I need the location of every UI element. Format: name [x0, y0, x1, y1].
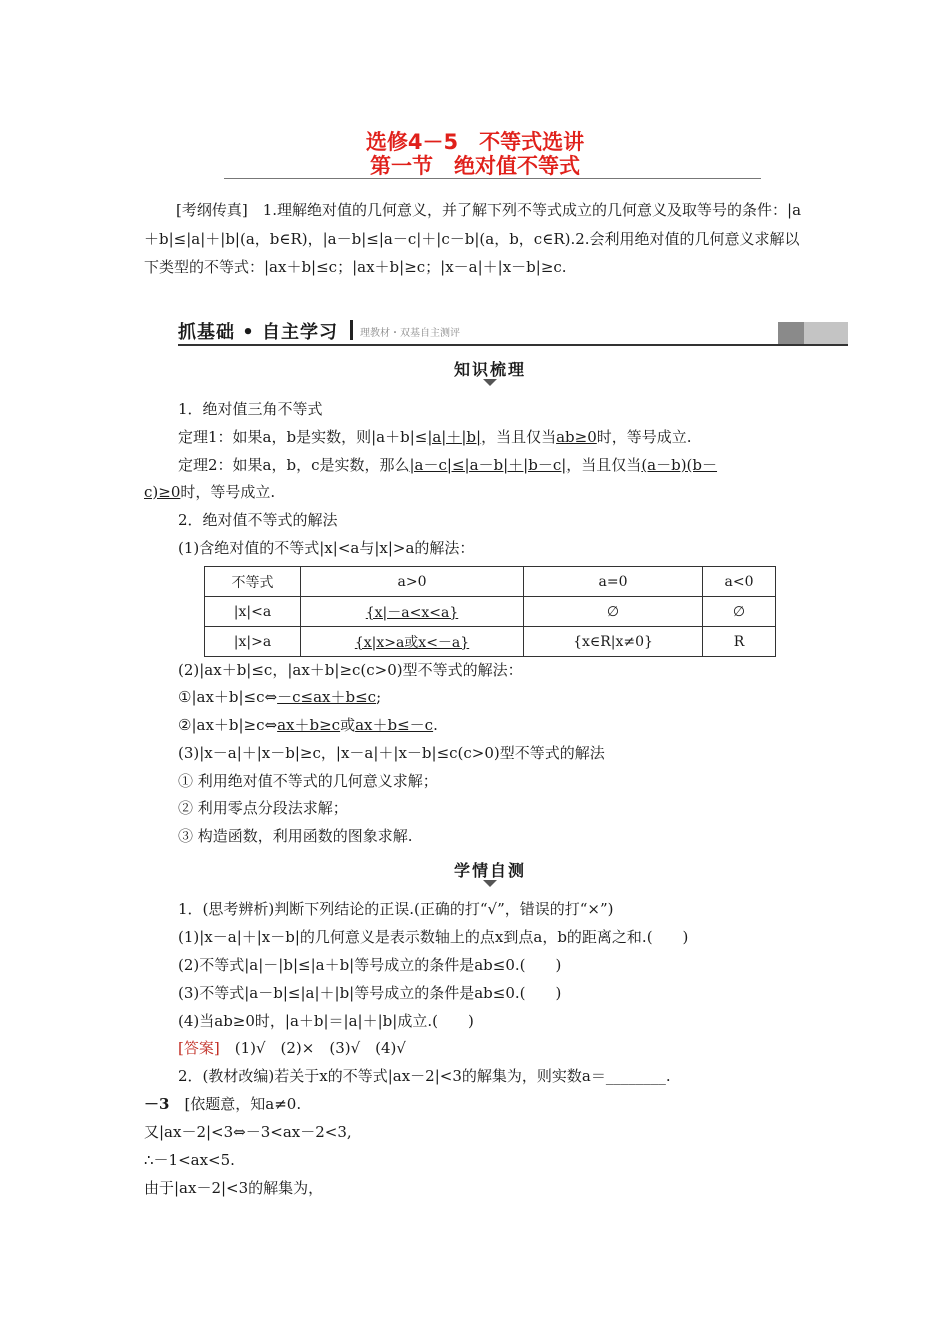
- knowledge-line: (3)|x－a|＋|x－b|≥c，|x－a|＋|x－b|≤c(c>0)型不等式的解法: [178, 744, 605, 762]
- answer-underlined: ab≥0: [556, 428, 597, 446]
- answer-underlined: c)≥0: [144, 483, 181, 501]
- document-title: 选修4－5 不等式选讲: [365, 130, 585, 154]
- knowledge-line: ③ 构造函数，利用函数的图象求解.: [178, 827, 413, 845]
- answer-underlined: |a|＋|b|: [427, 428, 482, 446]
- subheading-selftest-text: 学情自测: [453, 861, 526, 880]
- theorem-2: 定理2：如果a，b，c是实数，那么|a－c|≤|a－b|＋|b－c|，当且仅当(a－b)(b－: [178, 456, 718, 474]
- section-header-title: 抓基础 • 自主学习: [178, 322, 339, 343]
- question-line: 1．(思考辨析)判断下列结论的正误.(正确的打“√”，错误的打“×”): [178, 900, 614, 918]
- theorem-2-cont: c)≥0时，等号成立.: [144, 483, 276, 501]
- subheading-knowledge-text: 知识梳理: [453, 360, 526, 379]
- knowledge-line: (2)|ax＋b|≤c，|ax＋b|≥c(c>0)型不等式的解法：: [178, 661, 523, 679]
- knowledge-line: ② 利用零点分段法求解；: [178, 799, 348, 817]
- knowledge-line: 1．绝对值三角不等式: [178, 400, 323, 418]
- solution-line: －3 [依题意，知a≠0.: [144, 1095, 302, 1113]
- table-cell: ∅: [524, 597, 703, 627]
- header-baseline: [178, 344, 848, 346]
- answer-tag: [答案]: [178, 1039, 220, 1057]
- table-cell: |x|<a: [205, 597, 301, 627]
- question-line: (4)当ab≥0时，|a＋b|＝|a|＋|b|成立.( ): [178, 1012, 474, 1030]
- title-divider: [224, 178, 761, 179]
- answer-underlined: －c≤ax＋b≤c: [277, 688, 377, 706]
- table-header-row: [205, 567, 776, 597]
- table-header-cell: 不等式: [205, 567, 301, 597]
- answer-underlined: ax＋b≤－c: [355, 716, 434, 734]
- subheading-knowledge: [0, 357, 950, 380]
- table-cell: {x|x>a或x<－a}: [301, 627, 524, 657]
- syllabus-text: 1.理解绝对值的几何意义，并了解下列不等式成立的几何意义及取等号的条件：|a＋b|≤|a|＋|b|(a，b∈R)，|a－b|≤|a－c|＋|c－b|(a，b，c∈R).2.会利用绝对值的几何意义求解以下类型的不等式：|ax＋b|≤c；|ax＋b|≥c；|x－a|＋|x－b|≥c.: [144, 201, 802, 276]
- answer-underlined: |a－c|≤|a－b|＋|b－c|: [409, 456, 567, 474]
- header-gray-block-dark: [778, 322, 804, 344]
- down-triangle-icon: [483, 880, 497, 887]
- header-gray-block-light: [804, 322, 848, 344]
- table-row: [205, 627, 776, 657]
- syllabus-paragraph: [144, 196, 810, 282]
- theorem-1: 定理1：如果a，b是实数，则|a＋b|≤|a|＋|b|，当且仅当ab≥0时，等号成立.: [178, 428, 692, 446]
- section-header-subtitle: 理教材・双基自主测评: [360, 328, 460, 339]
- knowledge-line: ②|ax＋b|≥c⇔ax＋b≥c或ax＋b≤－c.: [178, 716, 438, 734]
- question-line: (2)不等式|a|－|b|≤|a＋b|等号成立的条件是ab≤0.( ): [178, 956, 562, 974]
- section-header-divider: [350, 320, 353, 340]
- table-cell: {x∈R|x≠0}: [524, 627, 703, 657]
- section-header-bar: [178, 316, 848, 346]
- answer-underlined: (a－b)(b－: [641, 456, 718, 474]
- solution-line: ∴－1<ax<5.: [144, 1151, 235, 1169]
- solution-line: 由于|ax－2|<3的解集为，: [144, 1179, 324, 1197]
- question-line: 2．(教材改编)若关于x的不等式|ax－2|<3的解集为，则实数a＝________.: [178, 1067, 671, 1085]
- solution-table: [204, 566, 776, 657]
- knowledge-line: (1)含绝对值的不等式|x|<a与|x|>a的解法：: [178, 539, 475, 557]
- answer-line: [答案] (1)√ (2)× (3)√ (4)√: [178, 1039, 406, 1057]
- table-header-cell: a=0: [524, 567, 703, 597]
- question-line: (3)不等式|a－b|≤|a|＋|b|等号成立的条件是ab≤0.( ): [178, 984, 562, 1002]
- table-cell: R: [703, 627, 776, 657]
- table-header-cell: a>0: [301, 567, 524, 597]
- knowledge-line: ①|ax＋b|≤c⇔－c≤ax＋b≤c;: [178, 688, 382, 706]
- knowledge-line: 2．绝对值不等式的解法: [178, 511, 338, 529]
- down-triangle-icon: [483, 379, 497, 386]
- table-cell: ∅: [703, 597, 776, 627]
- answer-underlined: ax＋b≥c: [277, 716, 341, 734]
- subheading-selftest: [0, 858, 950, 881]
- question-line: (1)|x－a|＋|x－b|的几何意义是表示数轴上的点x到点a，b的距离之和.( ): [178, 928, 689, 946]
- table-header-cell: a<0: [703, 567, 776, 597]
- syllabus-tag: [考纲传真]: [176, 201, 248, 219]
- table-row: [205, 597, 776, 627]
- solution-line: 又|ax－2|<3⇔－3<ax－2<3,: [144, 1123, 352, 1141]
- table-cell: {x|－a<x<a}: [301, 597, 524, 627]
- section-title: 第一节 绝对值不等式: [370, 154, 580, 178]
- table-cell: |x|>a: [205, 627, 301, 657]
- knowledge-line: ① 利用绝对值不等式的几何意义求解；: [178, 772, 438, 790]
